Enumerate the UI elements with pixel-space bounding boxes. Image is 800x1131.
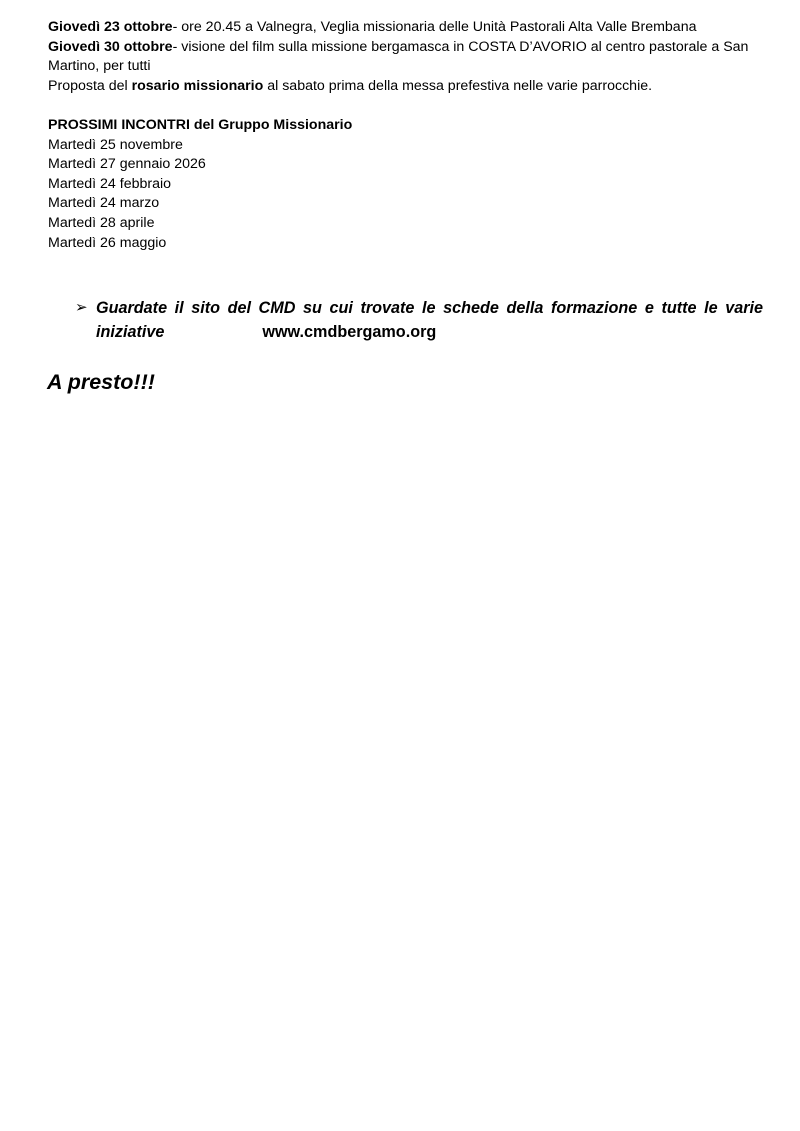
event-text: - visione del film sulla missione bergamasca in COSTA D’AVORIO al centro pastorale a San Martino, per tutti [48, 38, 749, 75]
event-date: Giovedì 30 ottobre [48, 38, 173, 55]
meeting-date: Martedì 27 gennaio 2026 [48, 156, 206, 173]
event-suffix: al sabato prima della messa prefestiva nelle varie parrocchie. [263, 77, 653, 94]
meetings-title: PROSSIMI INCONTRI del Gruppo Missionario [48, 116, 353, 133]
meeting-date: Martedì 24 febbraio [48, 175, 172, 192]
meeting-date: Martedì 26 maggio [48, 234, 167, 251]
event-line [48, 77, 763, 97]
closing-greeting: A presto!!! [47, 370, 155, 394]
event-line [48, 18, 763, 38]
note-text: Guardate il sito del CMD su cui trovate le schede della formazione e tutte le varie iniziative [96, 299, 763, 341]
meeting-date: Martedì 28 aprile [48, 214, 155, 231]
event-highlight: rosario missionario [131, 77, 264, 94]
website-link[interactable]: www.cmdbergamo.org [262, 323, 437, 341]
document-body [48, 18, 763, 253]
event-line [48, 38, 763, 77]
arrow-bullet-icon: ➢ [75, 299, 88, 316]
meeting-date: Martedì 25 novembre [48, 136, 183, 153]
spacer [48, 96, 763, 116]
event-text: - ore 20.45 a Valnegra, Veglia missionaria delle Unità Pastorali Alta Valle Brembana [172, 19, 697, 35]
website-note [75, 296, 763, 344]
meeting-date: Martedì 24 marzo [48, 195, 160, 212]
event-date: Giovedì 23 ottobre [48, 19, 173, 35]
website-note-text [96, 296, 763, 344]
event-prefix: Proposta del [48, 77, 132, 94]
